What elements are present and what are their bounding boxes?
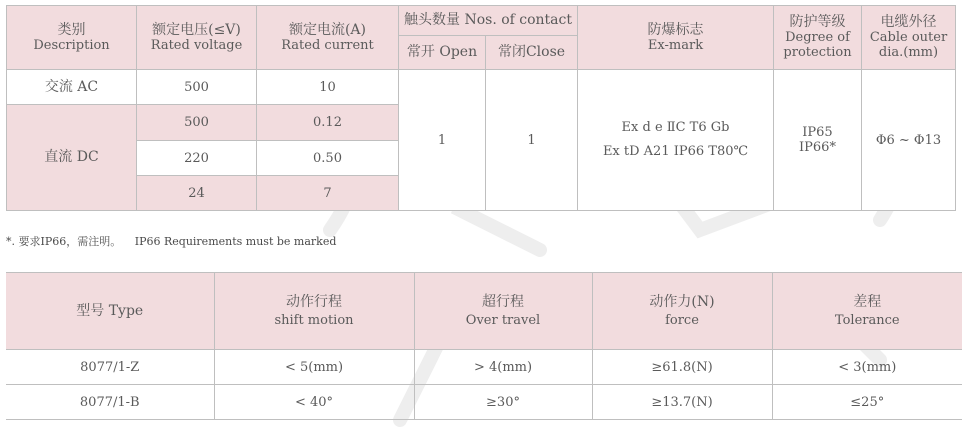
protection-value <box>774 70 862 211</box>
ac-voltage: 500 <box>137 70 257 105</box>
protection-line-2: IP66* <box>799 140 836 155</box>
header-rated-current: 额定电流(A) Rated current <box>257 6 399 70</box>
header-cable-outer-dia: 电缆外径 Cable outer dia.(mm) <box>862 6 956 70</box>
header-nos-of-contact: 触头数量 Nos. of contact <box>399 6 578 36</box>
row-tolerance: < 3(mm) <box>772 350 962 385</box>
ex-mark-value <box>578 70 774 211</box>
header-ex-mark: 防爆标志 Ex-mark <box>578 6 774 70</box>
close-count: 1 <box>486 70 578 211</box>
header-degree-of-protection: 防护等级 Degree of protection <box>774 6 862 70</box>
row-type: 8077/1-B <box>6 385 214 420</box>
specifications-table <box>6 5 956 211</box>
header-force: 动作力(N) force <box>592 273 772 350</box>
row-shift-motion: < 5(mm) <box>214 350 414 385</box>
row-force: ≥13.7(N) <box>592 385 772 420</box>
ex-mark-line-1: Ex d e ⅡC T6 Gb <box>621 120 730 135</box>
header-type: 型号 Type <box>6 273 214 350</box>
row-type: 8077/1-Z <box>6 350 214 385</box>
footnote-cn: *. 要求IP66，需注明。 <box>6 235 122 248</box>
row-force: ≥61.8(N) <box>592 350 772 385</box>
dc-current-2: 0.50 <box>257 141 399 176</box>
footnote <box>6 233 346 249</box>
dc-current-1: 0.12 <box>257 105 399 141</box>
header-shift-motion: 动作行程 shift motion <box>214 273 414 350</box>
ex-mark-line-2: Ex tD A21 IP66 T80℃ <box>602 144 749 159</box>
header-open: 常开 Open <box>399 36 486 70</box>
motion-specs-table <box>6 272 962 420</box>
footnote-en: IP66 Requirements must be marked <box>134 235 337 248</box>
dc-label: 直流 DC <box>7 105 137 211</box>
header-tolerance: 差程 Tolerance <box>772 273 962 350</box>
row-shift-motion: < 40° <box>214 385 414 420</box>
ac-current: 10 <box>257 70 399 105</box>
header-description: 类别 Description <box>7 6 137 70</box>
ac-label: 交流 AC <box>7 70 137 105</box>
row-over-travel: ≥30° <box>414 385 592 420</box>
open-count: 1 <box>399 70 486 211</box>
dc-voltage-1: 500 <box>137 105 257 141</box>
table-row <box>6 385 962 420</box>
table-row <box>6 350 962 385</box>
cable-dia-value: Φ6 ~ Φ13 <box>862 70 956 211</box>
header-over-travel: 超行程 Over travel <box>414 273 592 350</box>
row-over-travel: > 4(mm) <box>414 350 592 385</box>
dc-voltage-2: 220 <box>137 141 257 176</box>
dc-voltage-3: 24 <box>137 176 257 211</box>
header-close: 常闭Close <box>486 36 578 70</box>
header-rated-voltage: 额定电压(≤V) Rated voltage <box>137 6 257 70</box>
dc-current-3: 7 <box>257 176 399 211</box>
protection-line-1: IP65 <box>802 125 833 140</box>
row-tolerance: ≤25° <box>772 385 962 420</box>
